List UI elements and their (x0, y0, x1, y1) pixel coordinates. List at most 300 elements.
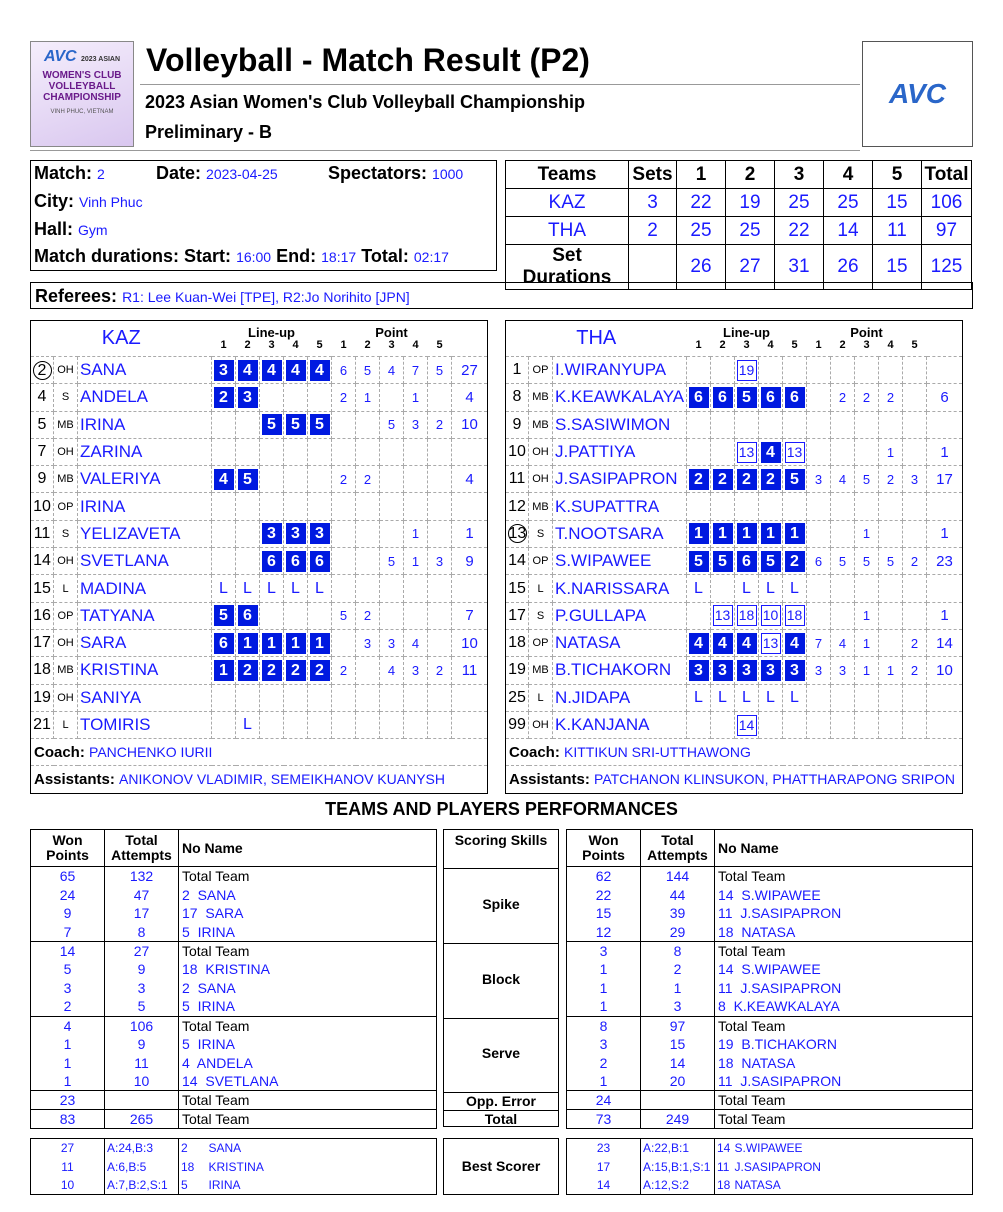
lineup-position: 1 (737, 523, 757, 544)
score-header: 4 (824, 161, 873, 189)
performance-row (31, 1016, 437, 1035)
performance-row (31, 979, 437, 998)
lineup-cell (236, 629, 260, 656)
player-position: L (54, 711, 78, 738)
total-attempts: 265 (105, 1109, 179, 1128)
lineup-cell (236, 384, 260, 411)
best-name: J.SASIPAPRON (734, 1159, 821, 1174)
player-number: 10 (506, 438, 529, 465)
set-score: 14 (824, 217, 873, 245)
attempts-header: Total Attempts (641, 830, 715, 867)
player-name: SANIYA (78, 684, 212, 711)
lineup-position: 4 (310, 360, 330, 381)
lineup-cell (308, 384, 332, 411)
set-points (356, 411, 380, 438)
performance-row (567, 923, 973, 942)
player-position: OP (529, 548, 553, 575)
player-name: VALERIYA (78, 466, 212, 493)
set-number: 3 (388, 338, 395, 351)
player-row (31, 602, 488, 629)
set-points: 5 (380, 411, 404, 438)
lineup-cell (236, 548, 260, 575)
lineup-cell (212, 520, 236, 547)
team-name: KAZ (506, 189, 629, 217)
player-label: Total Team (715, 1109, 973, 1128)
player-number: 1 (506, 357, 529, 384)
lineup-position: 3 (713, 660, 733, 681)
lineup-position: 3 (262, 523, 282, 544)
player-position: OP (54, 602, 78, 629)
lineup-position: 1 (310, 633, 330, 654)
best-points: 23 (596, 1141, 611, 1156)
lineup-position: 5 (689, 551, 709, 572)
lineup-cell (783, 657, 807, 684)
referees-label: Referees: (35, 286, 118, 306)
player-name: TOMIRIS (78, 711, 212, 738)
set-duration: 15 (873, 245, 922, 290)
set-points: 2 (879, 384, 903, 411)
total-attempts: 29 (641, 923, 715, 942)
player-position: MB (529, 411, 553, 438)
lineup-cell (759, 602, 783, 629)
won-points: 2 (63, 998, 72, 1015)
lineup-cell (687, 629, 711, 656)
set-points (807, 438, 831, 465)
lineup-cell (735, 466, 759, 493)
lineup-cell (236, 411, 260, 438)
set-duration: 26 (824, 245, 873, 290)
player-number: 14 (31, 548, 54, 575)
player-row (506, 711, 963, 738)
best-number: 11 (715, 1157, 735, 1176)
set-points (332, 684, 356, 711)
player-label: 19 B.TICHAKORN (715, 1035, 973, 1054)
lineup-cell (711, 384, 735, 411)
match-info (30, 160, 497, 271)
set-points (356, 438, 380, 465)
player-position: OP (529, 357, 553, 384)
lineup-label: Line-up (248, 324, 295, 340)
total-attempts: 132 (105, 867, 179, 886)
player-label: Total Team (179, 1109, 437, 1128)
lineup-cell (236, 520, 260, 547)
performance-row (31, 1072, 437, 1091)
player-position: MB (529, 384, 553, 411)
lineup-position: 2 (737, 469, 757, 490)
lineup-cell (735, 438, 759, 465)
score-header: Sets (629, 161, 677, 189)
set-points (831, 493, 855, 520)
set-score: 19 (726, 189, 775, 217)
assistants (31, 766, 488, 793)
total-attempts: 27 (105, 941, 179, 960)
player-name: SANA (78, 357, 212, 384)
performance-table (30, 829, 437, 1129)
player-row (31, 411, 488, 438)
best-breakdown: A:6,B:5 (105, 1157, 179, 1176)
player-number: 5 (31, 411, 54, 438)
lineup-cell (687, 602, 711, 629)
player-label: Total Team (715, 941, 973, 960)
set-points (879, 493, 903, 520)
total-attempts: 10 (105, 1072, 179, 1091)
lineup-position: 5 (713, 551, 733, 572)
set-number: 1 (340, 338, 347, 351)
player-position: L (529, 575, 553, 602)
set-points: 5 (855, 548, 879, 575)
lineup-cell (783, 548, 807, 575)
lineup-position: 6 (761, 387, 781, 408)
won-points: 62 (595, 868, 612, 885)
lineup-position: 6 (785, 387, 805, 408)
coach (31, 739, 488, 766)
set-points: 6 (807, 548, 831, 575)
set-score: 11 (873, 217, 922, 245)
player-row (506, 629, 963, 656)
player-position: MB (54, 411, 78, 438)
hall-label: Hall: (34, 219, 74, 239)
lineup-set-numbers (212, 339, 332, 352)
performance-row (31, 960, 437, 979)
set-points (428, 384, 452, 411)
avc-logo: AVC (862, 41, 973, 147)
player-position: OH (54, 548, 78, 575)
set-points (428, 466, 452, 493)
match-date: 2023-04-25 (206, 166, 278, 182)
set-points: 5 (356, 357, 380, 384)
set-points (903, 384, 927, 411)
set-number: 1 (695, 338, 702, 351)
lineup-cell (308, 711, 332, 738)
total-attempts: 9 (105, 960, 179, 979)
set-points (332, 575, 356, 602)
lineup-cell (759, 411, 783, 438)
lineup-position: 3 (238, 387, 258, 408)
player-number: 15 (31, 575, 54, 602)
total-attempts: 47 (105, 885, 179, 904)
total-attempts: 97 (641, 1016, 715, 1035)
set-points (356, 520, 380, 547)
player-name: NATASA (553, 629, 687, 656)
lineup-position: 1 (238, 633, 258, 654)
player-total-points (452, 493, 488, 520)
performances-title: TEAMS AND PLAYERS PERFORMANCES (325, 799, 678, 819)
player-number: 17 (506, 602, 529, 629)
total-label: Total: (361, 246, 409, 266)
lineup-position: L (243, 716, 252, 733)
lineup-cell (308, 493, 332, 520)
lineup-cell (759, 520, 783, 547)
set-points (428, 602, 452, 629)
won-points: 14 (31, 941, 105, 960)
lineup-cell (308, 357, 332, 384)
lineup-cell (308, 684, 332, 711)
player-number: 11 (31, 520, 54, 547)
coach-name: KITTIKUN SRI-UTTHAWONG (564, 743, 751, 760)
player-number: 19 (31, 684, 54, 711)
point-header (332, 321, 452, 357)
set-points (404, 602, 428, 629)
set-points (879, 602, 903, 629)
lineup-cell (284, 684, 308, 711)
set-points: 2 (332, 466, 356, 493)
player-total-points: 17 (927, 466, 963, 493)
lineup-cell (735, 520, 759, 547)
player-name: S.WIPAWEE (553, 548, 687, 575)
player-total-points (452, 575, 488, 602)
set-points: 3 (380, 629, 404, 656)
durations-label: Match durations: (34, 246, 180, 266)
lineup-cell (308, 575, 332, 602)
lineup-cell (260, 357, 284, 384)
won-points: 3 (599, 1036, 608, 1053)
player-row (506, 411, 963, 438)
set-number: 5 (911, 338, 918, 351)
lineup-cell (687, 411, 711, 438)
total-attempts: 144 (641, 867, 715, 886)
lineup-position: L (766, 579, 775, 597)
won-points: 2 (599, 1054, 608, 1071)
lineup-cell (687, 684, 711, 711)
best-points: 11 (61, 1159, 74, 1174)
best-breakdown: A:24,B:3 (105, 1139, 179, 1158)
set-points (831, 411, 855, 438)
set-points: 3 (428, 548, 452, 575)
best-number: 18 (179, 1157, 209, 1176)
player-position: OH (529, 438, 553, 465)
lineup-cell (284, 575, 308, 602)
roster-table (30, 320, 488, 794)
player-name: IRINA (78, 411, 212, 438)
player-position: S (529, 520, 553, 547)
assistants-names: ANIKONOV VLADIMIR, SEMEIKHANOV KUANYSH (119, 771, 445, 788)
lineup-position: L (742, 688, 751, 706)
lineup-cell (735, 602, 759, 629)
lineup-position: 5 (737, 387, 757, 408)
player-label: 5 IRINA (179, 997, 437, 1016)
lineup-cell (711, 711, 735, 738)
lineup-cell (284, 411, 308, 438)
performance-row (567, 1109, 973, 1128)
set-number: 4 (412, 338, 419, 351)
player-label: Total Team (715, 1091, 973, 1110)
player-number: 4 (31, 384, 54, 411)
lineup-cell (236, 602, 260, 629)
lineup-position: 6 (713, 387, 733, 408)
set-points (380, 438, 404, 465)
roster-table (505, 320, 963, 794)
won-points: 1 (63, 1073, 72, 1090)
best-breakdown: A:7,B:2,S:1 (105, 1176, 179, 1195)
total-attempts: 8 (641, 941, 715, 960)
player-row (506, 384, 963, 411)
coach-row (31, 739, 488, 766)
set-points: 1 (855, 520, 879, 547)
set-points (428, 684, 452, 711)
score-header: 2 (726, 161, 775, 189)
player-name: K.KANJANA (553, 711, 687, 738)
player-number: 25 (506, 684, 529, 711)
set-points (855, 357, 879, 384)
set-score: 25 (775, 189, 824, 217)
lineup-cell (236, 657, 260, 684)
lineup-cell (783, 684, 807, 711)
player-label: 4 ANDELA (179, 1053, 437, 1072)
set-points: 7 (807, 629, 831, 656)
player-position: S (54, 384, 78, 411)
set-points: 4 (831, 466, 855, 493)
set-points: 2 (903, 629, 927, 656)
player-number: 21 (31, 711, 54, 738)
player-name: IRINA (78, 493, 212, 520)
set-points (332, 548, 356, 575)
set-points: 5 (831, 548, 855, 575)
set-points: 2 (903, 657, 927, 684)
lineup-cell (308, 657, 332, 684)
best-number: 14 (715, 1139, 735, 1158)
lineup-position: 4 (737, 633, 757, 654)
won-points-header: Won Points (31, 830, 105, 867)
coach (506, 739, 963, 766)
lineup-cell (759, 438, 783, 465)
performance-row (31, 904, 437, 923)
lineup-header (687, 321, 807, 357)
set-points (332, 629, 356, 656)
set-number: 3 (268, 338, 275, 351)
player-label: 18 NATASA (715, 1053, 973, 1072)
lineup-position: 1 (214, 660, 234, 681)
total-attempts: 9 (105, 1035, 179, 1054)
set-points: 1 (855, 602, 879, 629)
set-points (903, 575, 927, 602)
player-total-points: 10 (927, 657, 963, 684)
lineup-position: 5 (761, 551, 781, 572)
roster-header-row (506, 321, 963, 357)
won-points: 1 (599, 961, 608, 978)
set-points (404, 438, 428, 465)
set-points (855, 438, 879, 465)
best-points: 10 (60, 1177, 75, 1192)
lineup-cell (759, 629, 783, 656)
set-points: 1 (855, 629, 879, 656)
set-points (807, 711, 831, 738)
set-points (831, 684, 855, 711)
player-position: MB (529, 493, 553, 520)
set-number: 5 (791, 338, 798, 351)
lineup-cell (260, 548, 284, 575)
set-duration: 27 (726, 245, 775, 290)
total-header-cell (927, 321, 963, 357)
player-number: 18 (31, 657, 54, 684)
player-total-points: 10 (452, 411, 488, 438)
set-points (428, 493, 452, 520)
player-number (31, 357, 54, 384)
lineup-position: 6 (689, 387, 709, 408)
lineup-cell (260, 657, 284, 684)
player-name: SARA (78, 629, 212, 656)
won-points: 1 (63, 1054, 72, 1071)
lineup-position: L (790, 579, 799, 597)
set-points: 5 (428, 357, 452, 384)
set-points: 2 (332, 657, 356, 684)
set-points (831, 711, 855, 738)
total-attempts: 20 (641, 1072, 715, 1091)
performance-row (567, 941, 973, 960)
total-attempts: 1 (641, 979, 715, 998)
set-points: 4 (831, 629, 855, 656)
set-points (404, 575, 428, 602)
referees-value: R1: Lee Kuan-Wei [TPE], R2:Jo Norihito [JPN] (122, 289, 410, 305)
best-name: S.WIPAWEE (734, 1141, 803, 1156)
end-time: 18:17 (321, 249, 357, 265)
won-points: 3 (63, 979, 72, 996)
set-points (903, 411, 927, 438)
set-points (356, 684, 380, 711)
point-label: Point (850, 324, 883, 340)
lineup-position: 4 (785, 633, 805, 654)
player-total-points: 1 (927, 520, 963, 547)
lineup-cell (711, 520, 735, 547)
best-scorer-row (567, 1157, 973, 1176)
set-points (879, 575, 903, 602)
set-points: 1 (404, 548, 428, 575)
set-points: 6 (332, 357, 356, 384)
lineup-cell (711, 493, 735, 520)
total-attempts: 8 (105, 923, 179, 942)
player-total-points: 27 (452, 357, 488, 384)
point-set-numbers (332, 339, 452, 352)
best-scorers-kaz (30, 1138, 437, 1195)
lineup-cell (735, 411, 759, 438)
best-name: SANA (208, 1141, 242, 1156)
set-points: 3 (807, 466, 831, 493)
player-name: J.SASIPAPRON (553, 466, 687, 493)
set-points (903, 602, 927, 629)
set-points (332, 520, 356, 547)
best-number: 18 (715, 1176, 735, 1195)
match-label: Match: (34, 163, 92, 183)
skills-header: Scoring Skills (454, 832, 548, 848)
total-attempts: 11 (105, 1053, 179, 1072)
lineup-cell (260, 411, 284, 438)
lineup-position: L (291, 579, 300, 597)
lineup-cell (783, 493, 807, 520)
skill-block: Block (481, 971, 521, 987)
lineup-cell (735, 493, 759, 520)
start-time: 16:00 (236, 249, 272, 265)
skill-spike: Spike (482, 896, 520, 912)
player-number: 7 (31, 438, 54, 465)
lineup-position: 3 (761, 660, 781, 681)
player-number: 8 (506, 384, 529, 411)
player-name: ANDELA (78, 384, 212, 411)
lineup-position: 4 (238, 360, 258, 381)
set-number: 5 (436, 338, 443, 351)
best-points: 17 (596, 1159, 611, 1174)
set-points: 3 (903, 466, 927, 493)
set-points (380, 711, 404, 738)
lineup-cell (711, 629, 735, 656)
lineup-position: 5 (214, 605, 234, 626)
set-points (356, 657, 380, 684)
referees (30, 282, 973, 309)
lineup-cell (284, 548, 308, 575)
lineup-cell (212, 629, 236, 656)
performance-row (31, 885, 437, 904)
lineup-position: L (766, 688, 775, 706)
competition-name: 2023 Asian Women's Club Volleyball Championship (145, 92, 586, 112)
set-points (807, 602, 831, 629)
